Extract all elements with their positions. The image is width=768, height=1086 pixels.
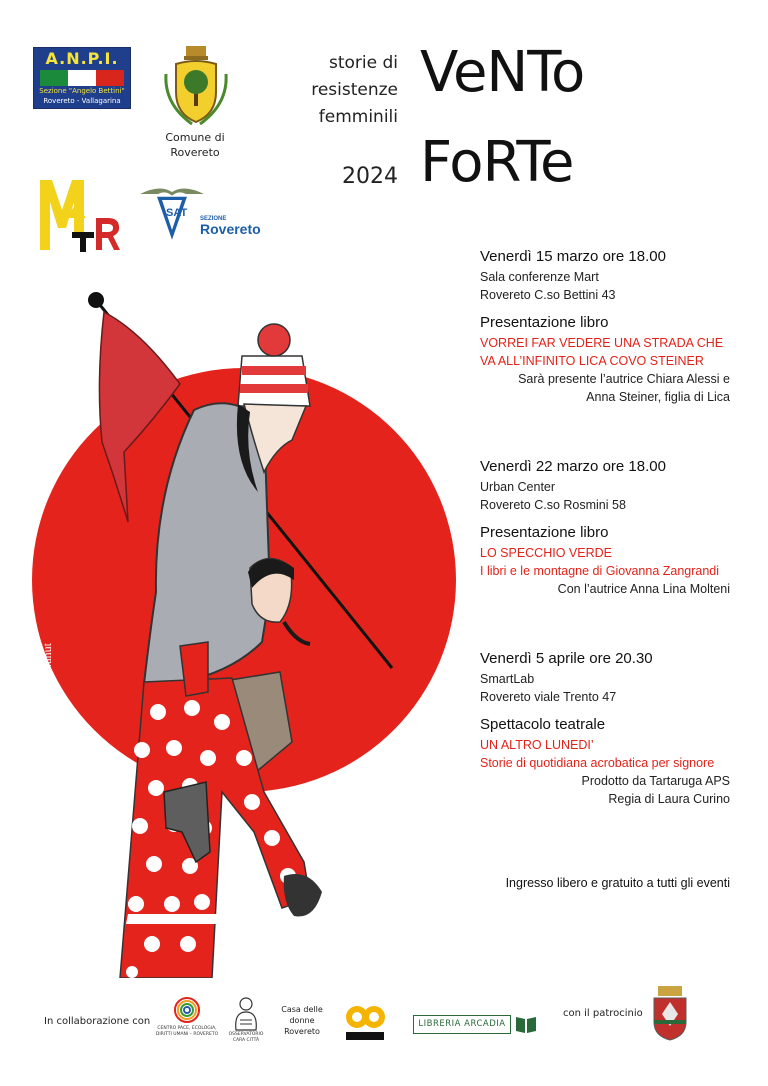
event-address: Rovereto viale Trento 47 [480,690,617,704]
anpi-logo [33,47,131,109]
patronage-label: con il patrocinio [563,1008,643,1019]
comune-label-line2: Rovereto [170,146,220,159]
free-entry-note: Ingresso libero e gratuito a tutti gli eventi [505,876,730,890]
centro-pace-line2: DIRITTI UMANI – ROVERETO [155,1032,219,1037]
cara-citta-label [222,1032,270,1044]
casa-delle-donne-line1: Casa delle [281,1005,323,1014]
event-type: Presentazione libro [480,314,609,331]
event-title-line1: VORREI FAR VEDERE UNA STRADA CHE [480,336,724,350]
comune-crest-icon [162,44,230,128]
sat-letters: SAT [166,207,188,219]
illustration-credit-text: Disegno di Michela Nanut [40,643,54,770]
event-date: Venerdì 15 marzo ore 18.00 [480,248,666,265]
casa-delle-donne-line3: Rovereto [284,1027,320,1036]
event-venue: Urban Center [480,480,556,494]
sat-section-label: SEZIONE [200,216,227,222]
event-date: Venerdì 22 marzo ore 18.00 [480,458,666,475]
casa-delle-donne-line2: donne [289,1016,315,1025]
event-title-line2: VA ALL’INFINITO LICA COVO STEINER [480,354,704,368]
striped-hat [238,356,310,406]
subtitle-line3: femminili [318,107,398,127]
event-title-line1: LO SPECCHIO VERDE [480,546,612,560]
event-note-line1: Con l’autrice Anna Lina Molteni [557,582,730,596]
book-icon [515,1014,537,1034]
anpi-logo-title: A.N.P.I. [45,49,119,68]
event-2 [480,456,730,598]
anpi-flag [40,70,124,86]
sat-logo [138,180,262,246]
event-3 [480,648,730,808]
event-type: Spettacolo teatrale [480,716,606,733]
cara-citta-line2: CARA CITTÀ [232,1038,260,1043]
event-1 [480,246,730,406]
cara-citta-line1: OSSERVATORIO [228,1032,264,1037]
subtitle [290,50,398,131]
sat-name-label: Rovereto [200,221,261,237]
event-note-line2: Anna Steiner, figlia di Lica [586,390,730,404]
anpi-section-label: Sezione "Angelo Bettini" [39,87,125,95]
subtitle-line1: storie di [328,53,398,73]
collaboration-label: In collaborazione con [44,1016,151,1027]
title-line2: FoRTe [420,130,574,195]
flag-pole-knob [88,292,104,308]
subtitle-line2: resistenze [311,80,398,100]
mart-logo [40,176,120,252]
provincia-crest-icon [648,984,692,1042]
centro-pace-label [150,1026,224,1038]
event-title-line2: I libri e le montagne di Giovanna Zangrandi [480,564,720,578]
event-date: Venerdì 5 aprile ore 20.30 [480,650,653,667]
smart-logo-icon [344,1002,386,1042]
event-venue: SmartLab [480,672,535,686]
title-line1: VeNTo [420,40,585,105]
event-address: Rovereto C.so Rosmini 58 [480,498,626,512]
anpi-location-label: Rovereto - Vallagarina [43,97,121,105]
event-note-line1: Prodotto da Tartaruga APS [581,774,730,788]
casa-delle-donne-label [280,1004,324,1037]
event-type: Presentazione libro [480,524,609,541]
event-title-line2: Storie di quotidiana acrobatica per signore [480,756,715,770]
event-title-line1: UN ALTRO LUNEDI’ [480,738,594,752]
event-address: Rovereto C.so Bettini 43 [480,288,616,302]
event-note-line2: Regia di Laura Curino [608,792,730,806]
event-venue: Sala conferenze Mart [480,270,599,284]
event-note-line1: Sarà presente l’autrice Chiara Alessi e [518,372,730,386]
comune-label [150,130,240,160]
year: 2024 [342,164,398,189]
centro-pace-line1: CENTRO PACE, ECOLOGIA, [157,1026,217,1031]
libreria-arcadia-logo: LIBRERIA ARCADIA [413,1015,511,1034]
comune-label-line1: Comune di [165,131,225,144]
